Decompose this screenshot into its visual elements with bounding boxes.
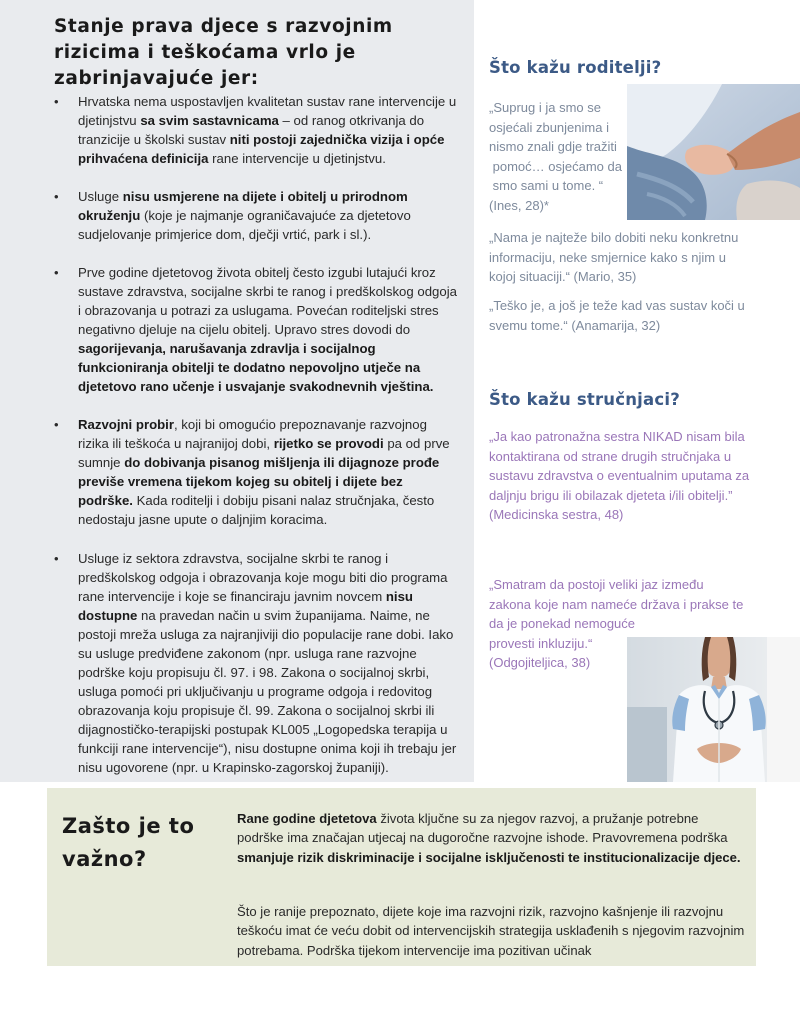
list-item <box>50 415 460 529</box>
bullet-emphasis: sa svim sastavnicama <box>140 113 279 128</box>
bullet-text: , koji bi omogućio prepoznavanje razvojnog rizika ili teškoća u najranijoj dobi, <box>78 417 427 451</box>
quote-line: nismo znali gdje tražiti <box>489 139 617 154</box>
bullet-emphasis: rijetko se provodi <box>273 436 384 451</box>
why-paragraph-1 <box>237 809 745 867</box>
quote-line: smo sami u tome. “ <box>489 178 604 193</box>
list-item <box>50 549 460 777</box>
baby-hand-photo <box>627 84 800 220</box>
nurse-photo <box>627 637 800 782</box>
experts-heading: Što kažu stručnjaci? <box>489 390 680 409</box>
expert-quote-1: „Ja kao patronažna sestra NIKAD nisam bila kontaktirana od strane drugih stručnjaka u sustavu zdravstva o eventualnim uputama za daljnju brigu ili obilazak djeteta i/ili obitelji.” (Medicinska sestra, 48) <box>489 429 750 522</box>
quote-line: (Ines, 28)* <box>489 197 549 213</box>
quote-line: (Odgojiteljica, 38) <box>489 655 591 670</box>
list-item <box>50 263 460 396</box>
bullet-text: Kada roditelji i dobiju pisani nalaz stručnjaka, često nedostaju jasne upute o daljnjim koracima. <box>78 493 435 527</box>
why-title: Zašto je to važno? <box>62 814 195 871</box>
quote-line: da je ponekad nemoguće <box>489 616 636 631</box>
parent-quote-2: „Nama je najteže bilo dobiti neku konkretnu informaciju, neke smjernice kako s njim u kojoj situaciji.“ (Mario, 35) <box>489 230 739 284</box>
why-text: života ključne su za njegov razvoj, a pružanje potrebne podrške ima značajan utjecaj na dugoročne razvojne ishode. Pravovremena podrška <box>237 811 728 846</box>
list-item <box>50 92 460 168</box>
bullet-emphasis: sagorijevanja, narušavanja zdravlja i socijalnog funkcioniranja obitelji te dodatno nepovoljno utječe na djetetovo rano učenje i usvajanje svakodnevnih vještina. <box>78 341 434 394</box>
parents-heading: Što kažu roditelji? <box>489 58 662 77</box>
quote-line: pomoć… osjećamo da <box>489 158 622 174</box>
bullet-text: – od ranog otkrivanja do tranzicije u školski sustav <box>78 113 425 147</box>
bullet-emphasis: Razvojni probir <box>78 417 174 432</box>
bullet-text: (koje je najmanje ograničavajuće za djetetovo sudjelovanje primjerice dom, dječji vrtić, park i sl.). <box>78 208 411 242</box>
bullet-emphasis: niti postoji zajednička vizija i opće prihvaćena definicija <box>78 132 445 166</box>
main-title: Stanje prava djece s razvojnim rizicima i teškoćama vrlo je zabrinjavajuće jer: <box>54 16 393 89</box>
quote-line: provesti inkluziju.“ <box>489 635 593 651</box>
bullet-text: Usluge <box>78 189 123 204</box>
bullet-text: Hrvatska nema uspostavljen kvalitetan sustav rane intervencije u djetinjstvu <box>78 94 457 128</box>
quote-line: zakona koje nam nameće država i prakse te <box>489 596 744 612</box>
bullet-text: rane intervencije u djetinjstvu. <box>208 151 386 166</box>
parent-quote-3: „Teško je, a još je teže kad vas sustav koči u svemu tome.“ (Anamarija, 32) <box>489 298 745 333</box>
bullet-emphasis: nisu dostupne <box>78 589 413 623</box>
bullet-emphasis: do dobivanja pisanog mišljenja ili dijagnoze prođe previše vremena tijekom kojeg su obitelj i dijete bez podrške. <box>78 455 440 508</box>
parent-quote-1 <box>489 98 629 215</box>
bullet-text: Usluge iz sektora zdravstva, socijalne skrbi te ranog i predškolskog odgoja i obrazovanja koje mogu biti dio programa rane intervencije i koje se financiraju javnim novcem <box>78 551 448 604</box>
bullet-text: pa od prve sumnje <box>78 436 450 470</box>
why-emphasis: smanjuje rizik diskriminacije i socijalne isključenosti te institucionalizacije djece. <box>237 849 741 865</box>
why-paragraph-2: Što je ranije prepoznato, dijete koje ima razvojni rizik, razvojno kašnjenje ili razvojnu teškoću imat će veću dobit od intervencijskih strategija usklađenih s njegovim razvojnim potrebama. Podrška tijekom intervencije ima pozitivan učinak <box>237 904 745 958</box>
bullet-text: Prve godine djetetovog života obitelj često izgubi lutajući kroz sustave zdravstva, socijalne skrbi te ranog i predškolskog odgoja i obrazovanja u potrazi za uslugama. Povećan roditeljski stres negativno djeluje na cijelu obitelj. Upravo stres dovodi do <box>78 265 457 337</box>
why-emphasis: Rane godine djetetova <box>237 811 377 826</box>
bullet-emphasis: nisu usmjerene na dijete i obitelj u prirodnom okruženju <box>78 189 408 223</box>
quote-line: „Smatram da postoji veliki jaz između <box>489 577 704 592</box>
quote-line: „Suprug i ja smo se <box>489 100 601 115</box>
quote-line: osjećali zbunjenima i <box>489 119 609 135</box>
bullet-text: na pravedan način u svim županijama. Naime, ne postoji mreža usluga za najranjiviji dio populacije rane dobi. Iako su usluge predviđene zakonom (npr. usluga rane razvojne podrške koju propisuju čl. 97. i 98. Zakona o socijalnoj skrbi, usluga pomoći pri uključivanju u programe odgoja i redovitog obrazovanja koju propisuje čl. 99. Zakona o socijalnoj skrbi ili dijagnostičko-terapijski postupak KL005 „Logopedska terapija u funkciji rane intervencije“), nisu dostupne onima koji ih trebaju jer nisu ugovorene (npr. u Krapinsko-zagorskoj županiji). <box>78 608 457 775</box>
list-item <box>50 187 460 244</box>
problem-list <box>50 92 460 777</box>
